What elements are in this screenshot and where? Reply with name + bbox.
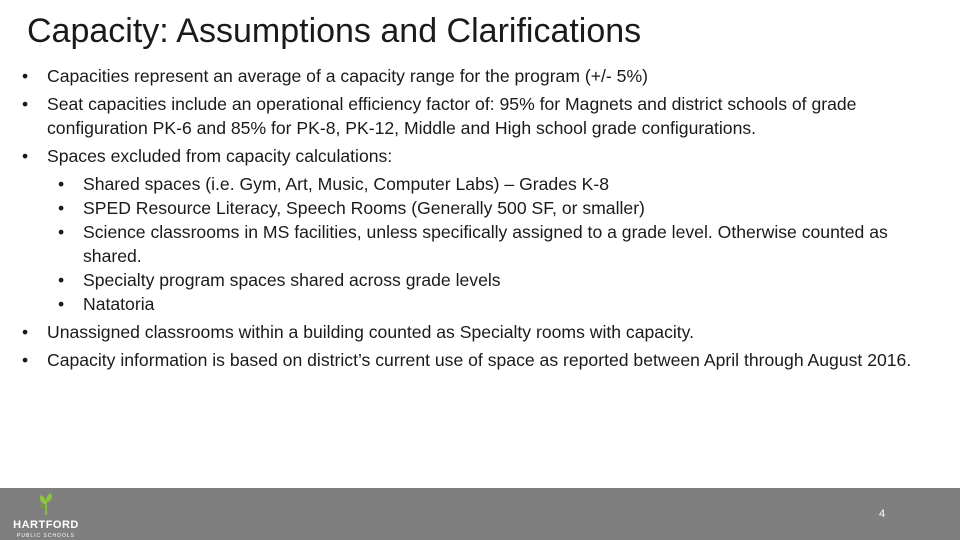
bullet-item: • Capacity information is based on district’s current use of space as reported between April through August 2016. <box>22 348 922 372</box>
logo-name: HARTFORD <box>13 519 79 531</box>
sub-bullet-item: • Shared spaces (i.e. Gym, Art, Music, Computer Labs) – Grades K-8 <box>22 172 922 196</box>
bullet-item: • Seat capacities include an operational efficiency factor of: 95% for Magnets and district schools of grade configuration PK-6 and 85% for PK-8, PK-12, Middle and High school grade configurations. <box>22 92 922 140</box>
bullet-list <box>22 64 922 168</box>
sub-bullet-item: • Specialty program spaces shared across grade levels <box>22 268 922 292</box>
slide-body <box>22 64 922 376</box>
bullet-item: • Capacities represent an average of a capacity range for the program (+/- 5%) <box>22 64 922 88</box>
bullet-list-continued <box>22 320 922 372</box>
hartford-logo <box>8 492 84 538</box>
sub-bullet-item: • Natatoria <box>22 292 922 316</box>
bullet-item: • Spaces excluded from capacity calculations: <box>22 144 922 168</box>
sub-bullet-item: • SPED Resource Literacy, Speech Rooms (Generally 500 SF, or smaller) <box>22 196 922 220</box>
sub-bullet-item: • Science classrooms in MS facilities, unless specifically assigned to a grade level. Otherwise counted as shared. <box>22 220 922 268</box>
slide-title: Capacity: Assumptions and Clarifications <box>27 12 642 50</box>
sub-bullet-list <box>22 172 922 316</box>
logo-subtitle: PUBLIC SCHOOLS <box>17 533 75 539</box>
sprout-icon <box>38 492 54 516</box>
page-number: 4 <box>878 508 886 520</box>
bullet-item: • Unassigned classrooms within a building counted as Specialty rooms with capacity. <box>22 320 922 344</box>
footer-bar <box>0 488 960 540</box>
